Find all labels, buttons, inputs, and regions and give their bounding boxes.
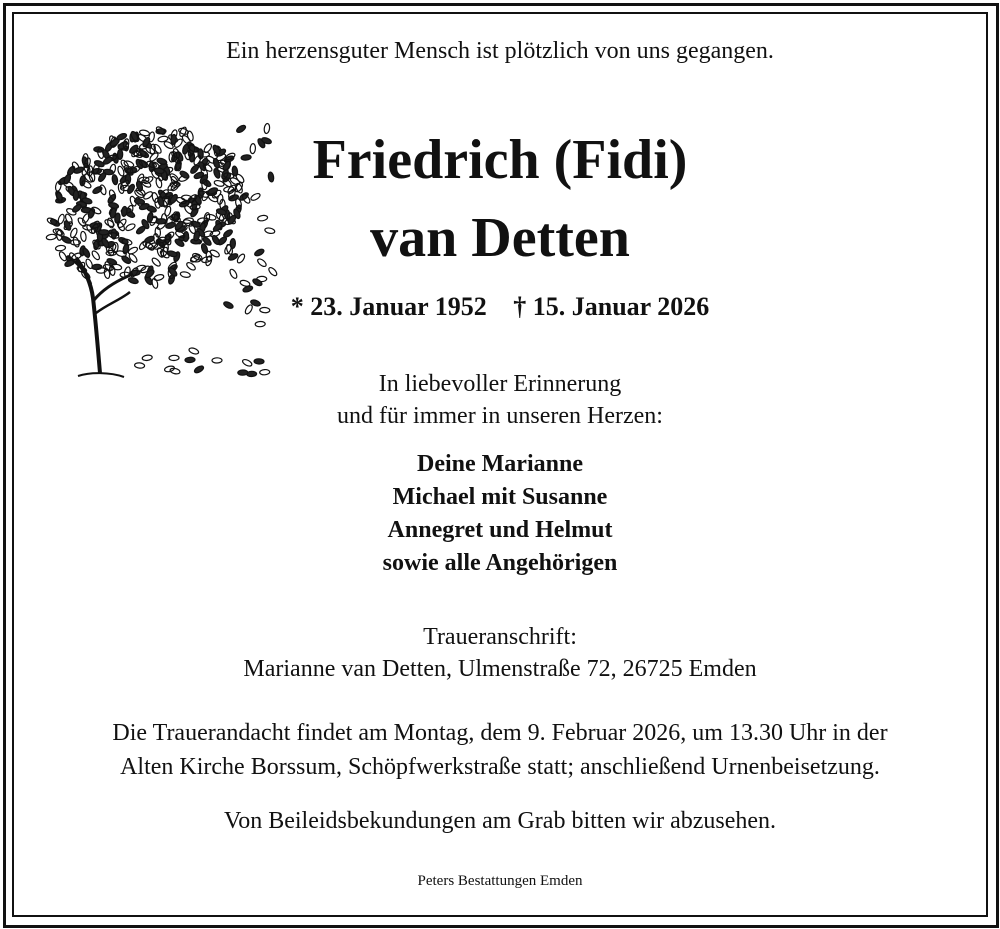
intro-text: Ein herzensguter Mensch ist plötzlich von uns gegangen. (226, 38, 774, 64)
deceased-name-line2: van Detten (370, 207, 630, 269)
memory-line: In liebevoller Erinnerung (378, 371, 622, 397)
service-line: Die Trauerandacht findet am Montag, dem 9. Februar 2026, um 13.30 Uhr in der (112, 720, 888, 746)
address-label: Traueranschrift: (423, 624, 577, 650)
family-member: Michael mit Susanne (392, 484, 608, 510)
life-dates (0, 292, 1000, 322)
memory-text (0, 368, 1000, 432)
death-date: † 15. Januar 2026 (513, 292, 710, 321)
family-list (0, 448, 1000, 580)
birth-date: * 23. Januar 1952 (290, 292, 487, 321)
deceased-name-line1: Friedrich (Fidi) (312, 129, 688, 191)
condolence-note: Von Beileidsbekundungen am Grab bitten wir abzusehen. (223, 808, 777, 834)
memory-line: und für immer in unseren Herzen: (337, 403, 663, 429)
service-line: Alten Kirche Borssum, Schöpfwerkstraße statt; anschließend Urnenbeisetzung. (120, 754, 880, 780)
address-text: Marianne van Detten, Ulmenstraße 72, 26725 Emden (243, 656, 757, 682)
service-info (0, 716, 1000, 784)
undertaker-name: Peters Bestattungen Emden (417, 873, 583, 889)
family-member: Annegret und Helmut (387, 517, 613, 543)
family-member: Deine Marianne (417, 451, 583, 477)
family-member: sowie alle Angehörigen (382, 550, 618, 576)
